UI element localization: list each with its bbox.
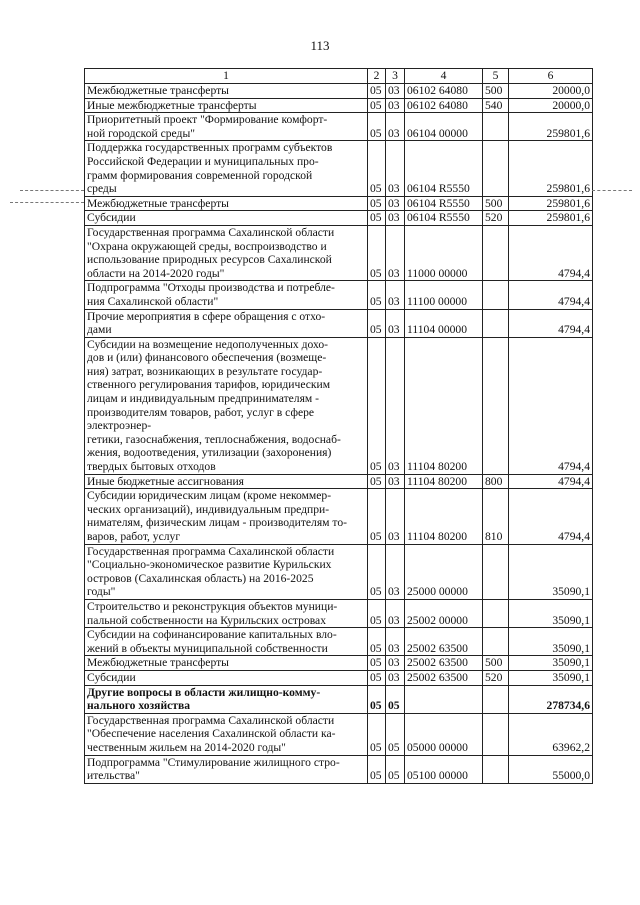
expense-type-code — [483, 141, 509, 196]
item-name — [85, 670, 368, 685]
item-name — [85, 281, 368, 309]
section-code: 05 — [368, 98, 386, 113]
target-article-code: 11000 00000 — [405, 225, 483, 280]
table-row — [85, 628, 593, 656]
item-name-line: нимателям, физическим лицам - производителям то- — [87, 516, 347, 530]
subsection-code: 03 — [386, 141, 405, 196]
expense-type-code — [483, 113, 509, 141]
target-article-code: 06102 64080 — [405, 98, 483, 113]
item-name-line: гетики, газоснабжения, теплоснабжения, водоснаб- — [87, 432, 341, 446]
expense-type-code — [483, 599, 509, 627]
amount: 4794,4 — [509, 474, 593, 489]
section-code: 05 — [368, 685, 386, 713]
item-name — [85, 489, 368, 544]
subsection-code: 03 — [386, 337, 405, 474]
section-code: 05 — [368, 196, 386, 211]
item-name-line: среды — [87, 182, 117, 196]
target-article-code: 25002 63500 — [405, 628, 483, 656]
item-name — [85, 656, 368, 671]
section-code: 05 — [368, 113, 386, 141]
subsection-code: 03 — [386, 196, 405, 211]
amount: 63962,2 — [509, 713, 593, 755]
item-name-line: "Охрана окружающей среды, воспроизводство и — [87, 239, 327, 253]
amount: 4794,4 — [509, 225, 593, 280]
item-name-line: ния) затрат, возникающих в результате государ- — [87, 364, 323, 378]
item-name — [85, 337, 368, 474]
target-article-code: 11104 80200 — [405, 337, 483, 474]
item-name — [85, 755, 368, 783]
header-cell: 1 — [85, 69, 368, 84]
subsection-code: 03 — [386, 489, 405, 544]
amount: 35090,1 — [509, 656, 593, 671]
scan-artifact-line — [10, 202, 84, 203]
item-name — [85, 474, 368, 489]
table-row — [85, 656, 593, 671]
item-name-line: дов и (или) финансового обеспечения (возмеще- — [87, 351, 327, 365]
target-article-code: 25000 00000 — [405, 544, 483, 599]
item-name-line: Поддержка государственных программ субъектов — [87, 141, 333, 155]
item-name-line: ной городской среды" — [87, 126, 195, 140]
item-name-line: "Социально-экономическое развитие Курильских — [87, 558, 332, 572]
subsection-code: 03 — [386, 599, 405, 627]
header-cell: 5 — [483, 69, 509, 84]
section-code: 05 — [368, 309, 386, 337]
item-name-line: Межбюджетные трансферты — [87, 656, 229, 670]
item-name — [85, 113, 368, 141]
target-article-code: 06104 R5550 — [405, 211, 483, 226]
item-name-line: "Обеспечение населения Сахалинской области ка- — [87, 727, 336, 741]
table-row — [85, 113, 593, 141]
table-body — [85, 84, 593, 784]
expense-type-code: 540 — [483, 98, 509, 113]
item-name-line: Государственная программа Сахалинской области — [87, 713, 335, 727]
expense-type-code — [483, 337, 509, 474]
item-name-line: производителям товаров, работ, услуг в сфере электроэнер- — [87, 405, 315, 433]
header-cell: 3 — [386, 69, 405, 84]
section-code: 05 — [368, 211, 386, 226]
section-code: 05 — [368, 141, 386, 196]
section-code: 05 — [368, 599, 386, 627]
amount: 55000,0 — [509, 755, 593, 783]
item-name-line: жения, водоотведения, утилизации (захоронения) — [87, 446, 332, 460]
table-row — [85, 281, 593, 309]
amount: 35090,1 — [509, 670, 593, 685]
item-name-line: грамм формирования современной городской — [87, 168, 313, 182]
table-row — [85, 337, 593, 474]
expense-type-code — [483, 281, 509, 309]
item-name-line: годы" — [87, 585, 116, 599]
budget-table — [84, 68, 593, 784]
expense-type-code: 520 — [483, 211, 509, 226]
table-row — [85, 755, 593, 783]
item-name — [85, 196, 368, 211]
item-name-line: дами — [87, 323, 112, 337]
subsection-code: 03 — [386, 84, 405, 99]
amount: 4794,4 — [509, 281, 593, 309]
section-code: 05 — [368, 225, 386, 280]
expense-type-code: 500 — [483, 196, 509, 211]
item-name-line: использование природных ресурсов Сахалинской — [87, 253, 332, 267]
item-name-line: Подпрограмма "Стимулирование жилищного стро- — [87, 755, 340, 769]
amount: 4794,4 — [509, 489, 593, 544]
subsection-code: 03 — [386, 670, 405, 685]
item-name — [85, 211, 368, 226]
header-cell: 2 — [368, 69, 386, 84]
amount: 4794,4 — [509, 337, 593, 474]
subsection-code: 03 — [386, 474, 405, 489]
item-name — [85, 599, 368, 627]
item-name — [85, 141, 368, 196]
header-cell: 6 — [509, 69, 593, 84]
table-row — [85, 670, 593, 685]
subsection-code: 03 — [386, 98, 405, 113]
item-name-line: ственного регулирования тарифов, юридическим — [87, 378, 331, 392]
table-row — [85, 225, 593, 280]
item-name-line: Субсидии на софинансирование капитальных вло- — [87, 628, 337, 642]
scan-artifact-line — [592, 190, 632, 191]
item-name-line: Субсидии на возмещение недополученных дохо- — [87, 337, 329, 351]
subsection-code: 03 — [386, 628, 405, 656]
section-code: 05 — [368, 84, 386, 99]
section-code: 05 — [368, 755, 386, 783]
expense-type-code: 800 — [483, 474, 509, 489]
item-name-line: Государственная программа Сахалинской области — [87, 544, 335, 558]
amount: 259801,6 — [509, 196, 593, 211]
amount: 35090,1 — [509, 599, 593, 627]
section-code: 05 — [368, 281, 386, 309]
target-article-code: 25002 63500 — [405, 656, 483, 671]
subsection-code: 03 — [386, 225, 405, 280]
item-name-line: Иные бюджетные ассигнования — [87, 474, 244, 488]
item-name — [85, 544, 368, 599]
item-name-line: Другие вопросы в области жилищно-комму- — [87, 685, 321, 699]
item-name-line: Российской Федерации и муниципальных про- — [87, 154, 319, 168]
item-name — [85, 84, 368, 99]
amount: 35090,1 — [509, 628, 593, 656]
subsection-code: 03 — [386, 544, 405, 599]
subsection-code: 05 — [386, 713, 405, 755]
section-code: 05 — [368, 489, 386, 544]
target-article-code: 11104 00000 — [405, 309, 483, 337]
item-name-line: Приоритетный проект "Формирование комфорт- — [87, 113, 328, 127]
target-article-code: 25002 00000 — [405, 599, 483, 627]
expense-type-code: 520 — [483, 670, 509, 685]
expense-type-code: 500 — [483, 84, 509, 99]
target-article-code: 06104 R5550 — [405, 196, 483, 211]
expense-type-code — [483, 685, 509, 713]
item-name-line: чественным жильем на 2014-2020 годы" — [87, 740, 286, 754]
table-row — [85, 309, 593, 337]
table-header-row — [85, 69, 593, 84]
expense-type-code — [483, 755, 509, 783]
item-name-line: твердых бытовых отходов — [87, 460, 216, 474]
table-row — [85, 141, 593, 196]
section-code: 05 — [368, 544, 386, 599]
expense-type-code — [483, 713, 509, 755]
item-name — [85, 98, 368, 113]
item-name-line: лицам и индивидуальным предпринимателям - — [87, 392, 319, 406]
target-article-code: 06102 64080 — [405, 84, 483, 99]
target-article-code: 11100 00000 — [405, 281, 483, 309]
item-name-line: Субсидии — [87, 670, 136, 684]
item-name-line: Межбюджетные трансферты — [87, 196, 229, 210]
target-article-code: 06104 R5550 — [405, 141, 483, 196]
expense-type-code — [483, 225, 509, 280]
table-row — [85, 211, 593, 226]
item-name — [85, 309, 368, 337]
table-row — [85, 98, 593, 113]
table-row — [85, 713, 593, 755]
item-name — [85, 713, 368, 755]
table-row — [85, 196, 593, 211]
expense-type-code — [483, 628, 509, 656]
section-code: 05 — [368, 713, 386, 755]
item-name-line: Подпрограмма "Отходы производства и потребле- — [87, 281, 335, 295]
item-name-line: Межбюджетные трансферты — [87, 84, 229, 97]
item-name-line: Прочие мероприятия в сфере обращения с отхо- — [87, 309, 326, 323]
section-code: 05 — [368, 656, 386, 671]
item-name-line: ческих организаций), индивидуальным предпри- — [87, 502, 330, 516]
expense-type-code — [483, 544, 509, 599]
item-name-line: пальной собственности на Курильских островах — [87, 613, 327, 627]
subsection-code: 05 — [386, 755, 405, 783]
expense-type-code — [483, 309, 509, 337]
subsection-code: 03 — [386, 656, 405, 671]
item-name-line: Иные межбюджетные трансферты — [87, 98, 257, 112]
item-name-line: ния Сахалинской области" — [87, 294, 219, 308]
table-row — [85, 544, 593, 599]
expense-type-code: 500 — [483, 656, 509, 671]
item-name-line: ительства" — [87, 769, 140, 783]
amount: 259801,6 — [509, 113, 593, 141]
page-number: 113 — [310, 38, 330, 53]
subsection-code: 03 — [386, 309, 405, 337]
section-code: 05 — [368, 670, 386, 685]
section-code: 05 — [368, 337, 386, 474]
header-cell: 4 — [405, 69, 483, 84]
target-article-code: 11104 80200 — [405, 474, 483, 489]
target-article-code: 25002 63500 — [405, 670, 483, 685]
amount: 259801,6 — [509, 141, 593, 196]
target-article-code: 06104 00000 — [405, 113, 483, 141]
item-name — [85, 685, 368, 713]
table-row — [85, 599, 593, 627]
target-article-code: 05000 00000 — [405, 713, 483, 755]
scan-artifact-line — [20, 190, 84, 191]
item-name-line: нального хозяйства — [87, 699, 191, 713]
amount: 35090,1 — [509, 544, 593, 599]
subsection-code: 05 — [386, 685, 405, 713]
table-row — [85, 84, 593, 99]
amount: 20000,0 — [509, 98, 593, 113]
target-article-code — [405, 685, 483, 713]
item-name-line: Строительство и реконструкция объектов муници- — [87, 599, 338, 613]
target-article-code: 05100 00000 — [405, 755, 483, 783]
table-row — [85, 474, 593, 489]
item-name-line: варов, работ, услуг — [87, 530, 181, 543]
item-name-line: жений в объекты муниципальной собственности — [87, 641, 328, 655]
item-name — [85, 225, 368, 280]
item-name-line: Субсидии юридическим лицам (кроме некоммер- — [87, 489, 332, 503]
item-name-line: области на 2014-2020 годы" — [87, 266, 225, 280]
target-article-code: 11104 80200 — [405, 489, 483, 544]
amount: 20000,0 — [509, 84, 593, 99]
subsection-code: 03 — [386, 113, 405, 141]
table-row — [85, 685, 593, 713]
item-name-line: Государственная программа Сахалинской области — [87, 225, 335, 239]
subsection-code: 03 — [386, 211, 405, 226]
subsection-code: 03 — [386, 281, 405, 309]
item-name — [85, 628, 368, 656]
item-name-line: Субсидии — [87, 211, 136, 225]
amount: 259801,6 — [509, 211, 593, 226]
section-code: 05 — [368, 628, 386, 656]
section-code: 05 — [368, 474, 386, 489]
expense-type-code: 810 — [483, 489, 509, 544]
table-row — [85, 489, 593, 544]
amount: 4794,4 — [509, 309, 593, 337]
item-name-line: островов (Сахалинская область) на 2016-2025 — [87, 571, 314, 585]
amount: 278734,6 — [509, 685, 593, 713]
